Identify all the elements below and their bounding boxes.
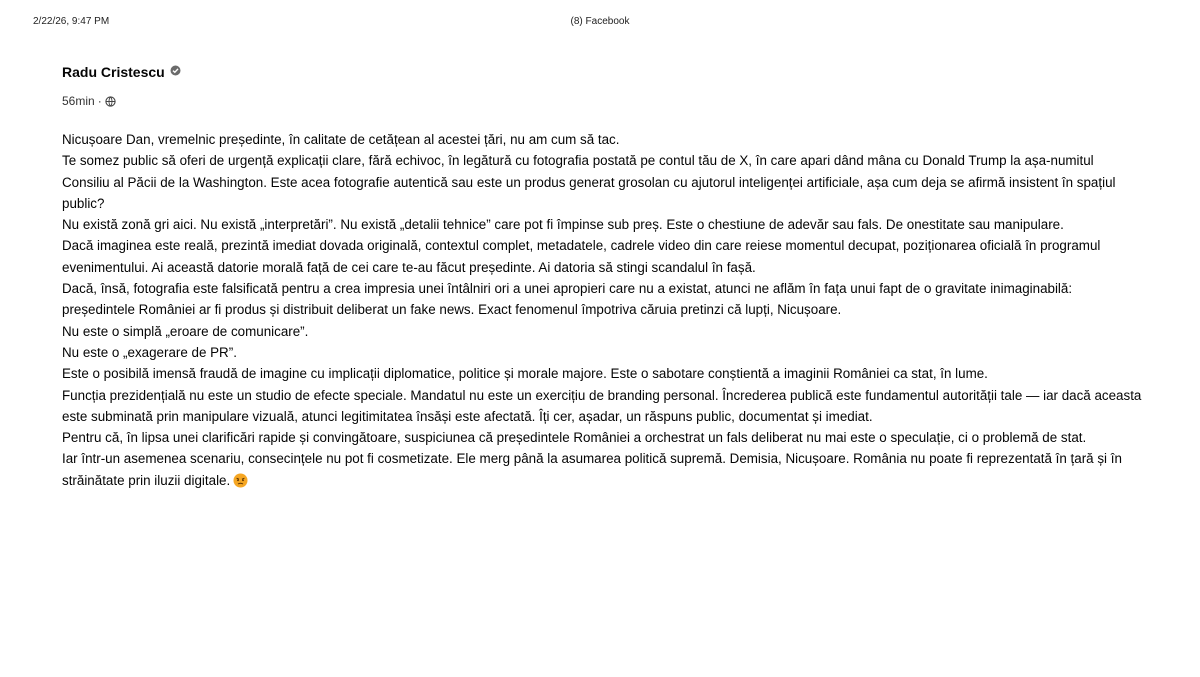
- post-paragraph: Dacă imaginea este reală, prezintă imediat dovada originală, contextul complet, metadatele, cadrele video din care reiese momentul decupat, poziționarea oficială în programul evenimentului. Ai această datorie morală față de cei care te-au făcut președinte. Ai datoria să stingi scandalul în fașă.: [62, 238, 1101, 275]
- post-body: [62, 129, 1142, 491]
- post-paragraph: Nu există zonă gri aici. Nu există „interpretări”. Nu există „detalii tehnice” care pot fi împinse sub preș. Este o chestiune de adevăr sau fals. De onestitate sau manipulare.: [62, 217, 1064, 233]
- post-paragraph: Pentru că, în lipsa unei clarificări rapide și convingătoare, suspiciunea că președintele României a orchestrat un fals deliberat nu mai este o speculație, ci o problemă de stat.: [62, 430, 1087, 446]
- facebook-post: [62, 62, 1142, 491]
- post-paragraph: Nu este o simplă „eroare de comunicare”.: [62, 323, 309, 339]
- angry-face-emoji-icon: [233, 473, 248, 488]
- print-header: [33, 16, 1167, 30]
- post-timestamp[interactable]: 56min: [62, 94, 95, 108]
- print-page-title: (8) Facebook: [570, 16, 630, 27]
- author-name[interactable]: Radu Cristescu: [62, 64, 165, 80]
- post-paragraph: Nu este o „exagerare de PR”.: [62, 344, 237, 360]
- print-date: 2/22/26, 9:47 PM: [33, 16, 110, 27]
- post-meta: [62, 93, 1142, 109]
- meta-separator: ·: [97, 94, 102, 108]
- verified-badge-icon: [170, 63, 181, 74]
- post-paragraph: Te somez public să oferi de urgență explicații clare, fără echivoc, în legătură cu fotografia postată pe contul tău de X, în care apari dând mâna cu Donald Trump la așa-numitul Consiliu al Păcii de la Washington. Este acea fotografie autentică sau este un produs generat grosolan cu ajutorul inteligenței artificiale, așa cum deja se afirmă insistent în spațiul public?: [62, 153, 1116, 211]
- post-paragraph: Nicușoare Dan, vremelnic președinte, în calitate de cetățean al acestei țări, nu am cum să tac.: [62, 132, 620, 147]
- globe-icon[interactable]: [105, 96, 116, 107]
- post-paragraph-text: Iar într-un asemenea scenariu, consecințele nu pot fi cosmetizate. Ele merg până la asumarea politică supremă. Demisia, Nicușoare. România nu poate fi reprezentată în țară și în străinătate prin iluzii digitale.: [62, 451, 1122, 488]
- post-paragraph: Funcția prezidențială nu este un studio de efecte speciale. Mandatul nu este un exercițiu de branding personal. Încrederea publică este fundamentul autorității tale — iar dacă aceasta este subminată prin manipulare vizuală, atunci legitimitatea însăși este afectată. Îți cer, așadar, un răspuns public, documentat și imediat.: [62, 387, 1142, 424]
- post-header: [62, 62, 1142, 82]
- post-paragraph-last: [62, 448, 1142, 491]
- post-paragraph: Este o posibilă imensă fraudă de imagine cu implicații diplomatice, politice și morale majore. Este o sabotare conștientă a imaginii României ca stat, în lume.: [62, 366, 988, 382]
- post-paragraph: Dacă, însă, fotografia este falsificată pentru a crea impresia unei întâlniri ori a unei apropieri care nu a existat, atunci ne aflăm în fața unui fapt de o gravitate inimaginabilă: președintele României ar fi produs și distribuit deliberat un fake news. Exact fenomenul împotriva căruia pretinzi că lupți, Nicușoare.: [62, 281, 1073, 318]
